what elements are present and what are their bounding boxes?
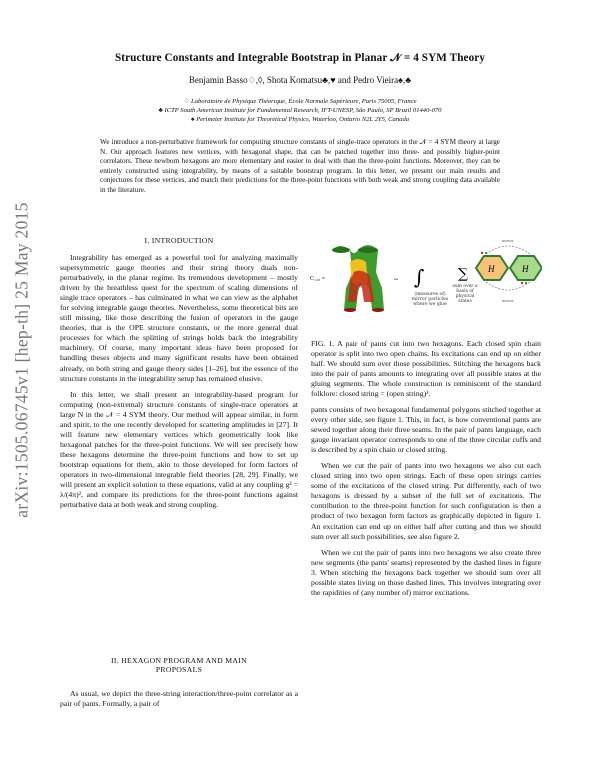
author-list: Benjamin Basso♢,◊, Shota Komatsu♣,♥ and Pedro Vieira♠,♣ <box>188 75 412 85</box>
right-column <box>311 405 541 598</box>
mirror-top-label: mirror <box>502 239 514 243</box>
section-1-heading: I. INTRODUCTION <box>144 236 214 245</box>
arxiv-stamp <box>4 160 40 560</box>
figure-1-graphic <box>310 232 542 322</box>
affiliation-perimeter: ♠ Perimeter Institute for Theoretical Physics, Waterloo, Ontario N2L 2Y5, Canada <box>190 116 410 123</box>
sum-icon: ∑ <box>458 266 468 282</box>
left-column <box>60 253 298 510</box>
paper-title: Structure Constants and Integrable Bootstrap in Planar 𝒩 = 4 SYM Theory <box>114 52 486 64</box>
hexagon-right <box>510 256 542 280</box>
pair-of-pants <box>332 245 384 312</box>
mirror-arc-bottom <box>486 282 530 290</box>
affiliation-ictp: ♣ ICTP South American Institute for Fundamental Research, IFT-UNESP, São Paulo, SP Brazil 01440-070 <box>158 107 442 114</box>
lhs-label: C₁₂₃ = <box>310 276 326 282</box>
arxiv-id: arXiv:1505.06745v1 [hep-th] 25 May 2015 <box>11 202 32 518</box>
integral-icon: ∫ <box>414 265 425 289</box>
hexagon-left-label: H <box>488 264 495 274</box>
hexagon-left <box>476 256 508 280</box>
figure-1 <box>310 232 542 322</box>
sim-symbol: ~ <box>394 275 399 284</box>
right-paragraph-2: When we cut the pair of pants into two hexagons we also cut each closed string into two open strings. Each of these open strings carries some of the excitations of the closed string. Put differently, each of two hexagons is dressed by a subset of the full set of excitations. The contribution to the three-point function for such configuration is then a product of two hexagon form factors as graphically depicted in figure 1. An excitation can end up on either half after cutting and thus we should sum over all such possibilities, see also figure 2. <box>311 461 541 541</box>
affiliation-ens: ♢ Laboratoire de Physique Théorique, École Normale Supérieure, Paris 75005, France <box>183 98 417 105</box>
intro-paragraph-2: In this letter, we shall present an integrability-based program for computing (non-extremal) structure constants of single-trace operators at large N in the 𝒩 = 4 SYM theory. Our method will appear similar, in form and spirit, to the one recently developed for scattering amplitudes in [27]. It will feature new elementary vertices which geometrically look like hexagonal patches for the three-point functions. We will see precisely how these hexagons determine the three-point functions and how to set up bootstrap equations for them, akin to those developed for form factors of operators in two-dimensional integrable field theories [28, 29]. Finally, we will present an explicit solution to these equations, valid at any coupling g² = λ/(4π)², and compare its predictions for the three-point functions against perturbative data at both weak and strong coupling. <box>60 389 298 510</box>
abstract: We introduce a non-perturbative framework for computing structure constants of single-trace operators in the 𝒩 = 4 SYM theory at large N. Our approach features new vertices, with hexagonal shape, that can be patched together into three- and possibly higher-point correlators. These newborn hexagons are more elementary and easier to deal with than the three-point functions. Moreover, they can be entirely constructed using integrability, by means of a suitable bootstrap program. In this letter, we present our main results and conjectures for these vertices, and match their predictions for the three-point functions with both weak and strong coupling data available in the literature. <box>100 138 500 194</box>
mirror-arc-top <box>486 246 530 254</box>
section-2-heading-line1: II. HEXAGON PROGRAM AND MAIN <box>111 656 247 665</box>
mirror-bottom-label: mirror <box>502 299 514 303</box>
section-2-heading-line2: PROPOSALS <box>155 665 203 674</box>
hexagon-right-label: H <box>522 264 529 274</box>
section-2-heading <box>60 656 298 674</box>
figure-1-caption: FIG. 1. A pair of pants cut into two hexagons. Each closed spin chain operator is split into two open chains. Its excitations can end up on either half. We should sum over those possibilities. Stitching the hexagons back into the pair of pants amounts to integrating over all possible states at the gluing segments. The whole construction is reminiscent of the standard folklore: closed string = (open string)². <box>311 339 541 399</box>
integral-label: (measures of) mirror particles where we glue <box>411 292 449 307</box>
right-paragraph-1: pants consists of two hexagonal fundamental polygons stitched together at every other side, see figure 1. This, in fact, is how conventional pants are sewed together along their three seams. In the pair of pants language, each gauge invariant operator corresponds to one of the three circular cuffs and is described by a spin chain or closed string. <box>311 405 541 455</box>
intro-paragraph-1: Integrability has emerged as a powerful tool for analyzing maximally supersymmetric gauge theories and their string theory duals non-perturbatively, in the planar regime. Its tremendous development – mostly driven by the breathless quest for the spectrum of scaling dimensions of single trace operators – has culminated in what we can view as the alphabet for solving integrable gauge theories. Nevertheless, some theoretical bits are still missing, like those describing the fusion of operators in the gauge theories, that is the OPE structure constants, or the more general dual processes for which the splitting of strings holds back the integrability machinery. Of course, many important ideas have been proposed for handling theses objects and many significant results have been obtained already, on both string and gauge theory sides [1–26], but the essence of the structure constants in the integrability setup has remained elusive. <box>60 253 298 383</box>
sum-label: sum over a basis of physical states <box>452 284 478 304</box>
section-2-paragraph-1: As usual, we depict the three-string interaction/three-point correlator as a pair of pants. Formally, a pair of <box>60 689 298 709</box>
left-column-bottom <box>60 689 298 709</box>
right-paragraph-3: When we cut the pair of pants into two hexagons we also create three new segments (the pants' seams) represented by the dashed lines in figure 3. When stitching the hexagons back together we should sum over all possible states living on those dashed lines. This involves integrating over the rapidities of (any number of) mirror excitations. <box>311 547 541 597</box>
